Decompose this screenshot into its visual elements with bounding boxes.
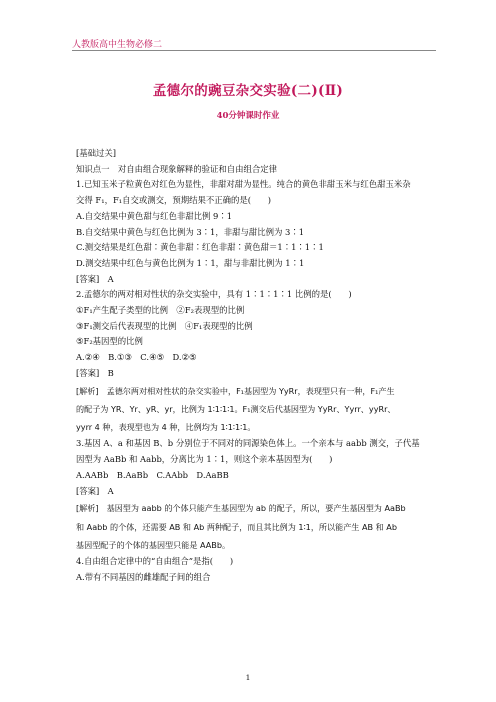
knowledge-point-heading: 知识点一 对自由组合现象解释的验证和自由组合定律 — [76, 163, 277, 174]
page-header: 人教版高中生物必修二 — [72, 40, 163, 50]
q3-explanation-line3: 基因型配子的个体的基因型只能是 AABb。 — [76, 539, 231, 550]
q3-stem-line1: 3.基因 A、a 和基因 B、b 分别位于不同对的同源染色体上。一个亲本与 aabb 测交，子代基 — [76, 438, 420, 449]
document-body — [76, 146, 438, 586]
q4-option-a: A.带有不同基因的雌雄配子间的组合 — [76, 571, 211, 582]
q2-items-row1: ①F₁产生配子类型的比例 ②F₂表现型的比例 — [76, 305, 245, 316]
q2-items-row3: ⑤F₂基因型的比例 — [76, 336, 143, 347]
section-heading: [基础过关] — [76, 148, 117, 158]
header-divider — [72, 50, 436, 51]
q4-stem: 4.自由组合定律中的“自由组合”是指( ) — [76, 556, 234, 567]
page-number: 1 — [245, 673, 251, 682]
q3-stem-line2: 因型为 AaBb 和 Aabb，分离比为 1∶1，则这个亲本基因型为( ) — [76, 454, 333, 465]
q2-items-row2: ③F₁测交后代表现型的比例 ④F₁表现型的比例 — [76, 320, 253, 331]
q1-stem-line1: 1.已知玉米子粒黄色对红色为显性，非甜对甜为显性。纯合的黄色非甜玉米与红色甜玉米杂 — [76, 179, 411, 190]
document-subtitle: 40分钟课时作业 — [216, 111, 280, 121]
q3-explanation-line1: [解析] 基因型为 aabb 的个体只能产生基因型为 ab 的配子，所以，要产生基因型为 AaBb — [76, 503, 406, 514]
q1-option-d: D.测交结果中红色与黄色比例为 1∶1，甜与非甜比例为 1∶1 — [76, 257, 305, 268]
q3-options: A.AABb B.AaBb C.AAbb D.AaBB — [76, 469, 229, 480]
q2-explanation-line2: 的配子为 YR、Yr、yR、yr，比例为 1∶1∶1∶1。F₁测交后代基因型为 YyRr、Yyrr、yyRr、 — [76, 403, 396, 414]
q1-option-b: B.自交结果中黄色与红色比例为 3∶1，非甜与甜比例为 3∶1 — [76, 226, 305, 237]
q1-stem-line2: 交得 F₁，F₁自交或测交，预期结果不正确的是( ) — [76, 195, 272, 206]
document-title: 孟德尔的豌豆杂交实验(二)(Ⅱ) — [152, 83, 344, 99]
q2-stem: 2.孟德尔的两对相对性状的杂交实验中，具有 1∶1∶1∶1 比例的是( ) — [76, 289, 352, 300]
q2-explanation-line1: [解析] 孟德尔两对相对性状的杂交实验中，F₁基因型为 YyRr，表现型只有一种，F₁产生 — [76, 385, 395, 396]
q2-answer: [答案] B — [76, 367, 114, 378]
q2-options: A.②④ B.①③ C.④⑤ D.②⑤ — [76, 352, 197, 363]
q2-explanation-line3: yyrr 4 种，表现型也为 4 种，比例均为 1∶1∶1∶1。 — [76, 422, 256, 433]
q1-option-a: A.自交结果中黄色甜与红色非甜比例 9∶1 — [76, 210, 233, 221]
q1-answer: [答案] A — [76, 273, 114, 284]
q3-answer: [答案] A — [76, 485, 114, 496]
q1-option-c: C.测交结果是红色甜∶黄色非甜∶红色非甜∶黄色甜＝1∶1∶1∶1 — [76, 242, 324, 253]
q3-explanation-line2: 和 Aabb 的个体，还需要 AB 和 Ab 两种配子，而且其比例为 1∶1，所以能产生 AB 和 Ab — [76, 521, 397, 532]
